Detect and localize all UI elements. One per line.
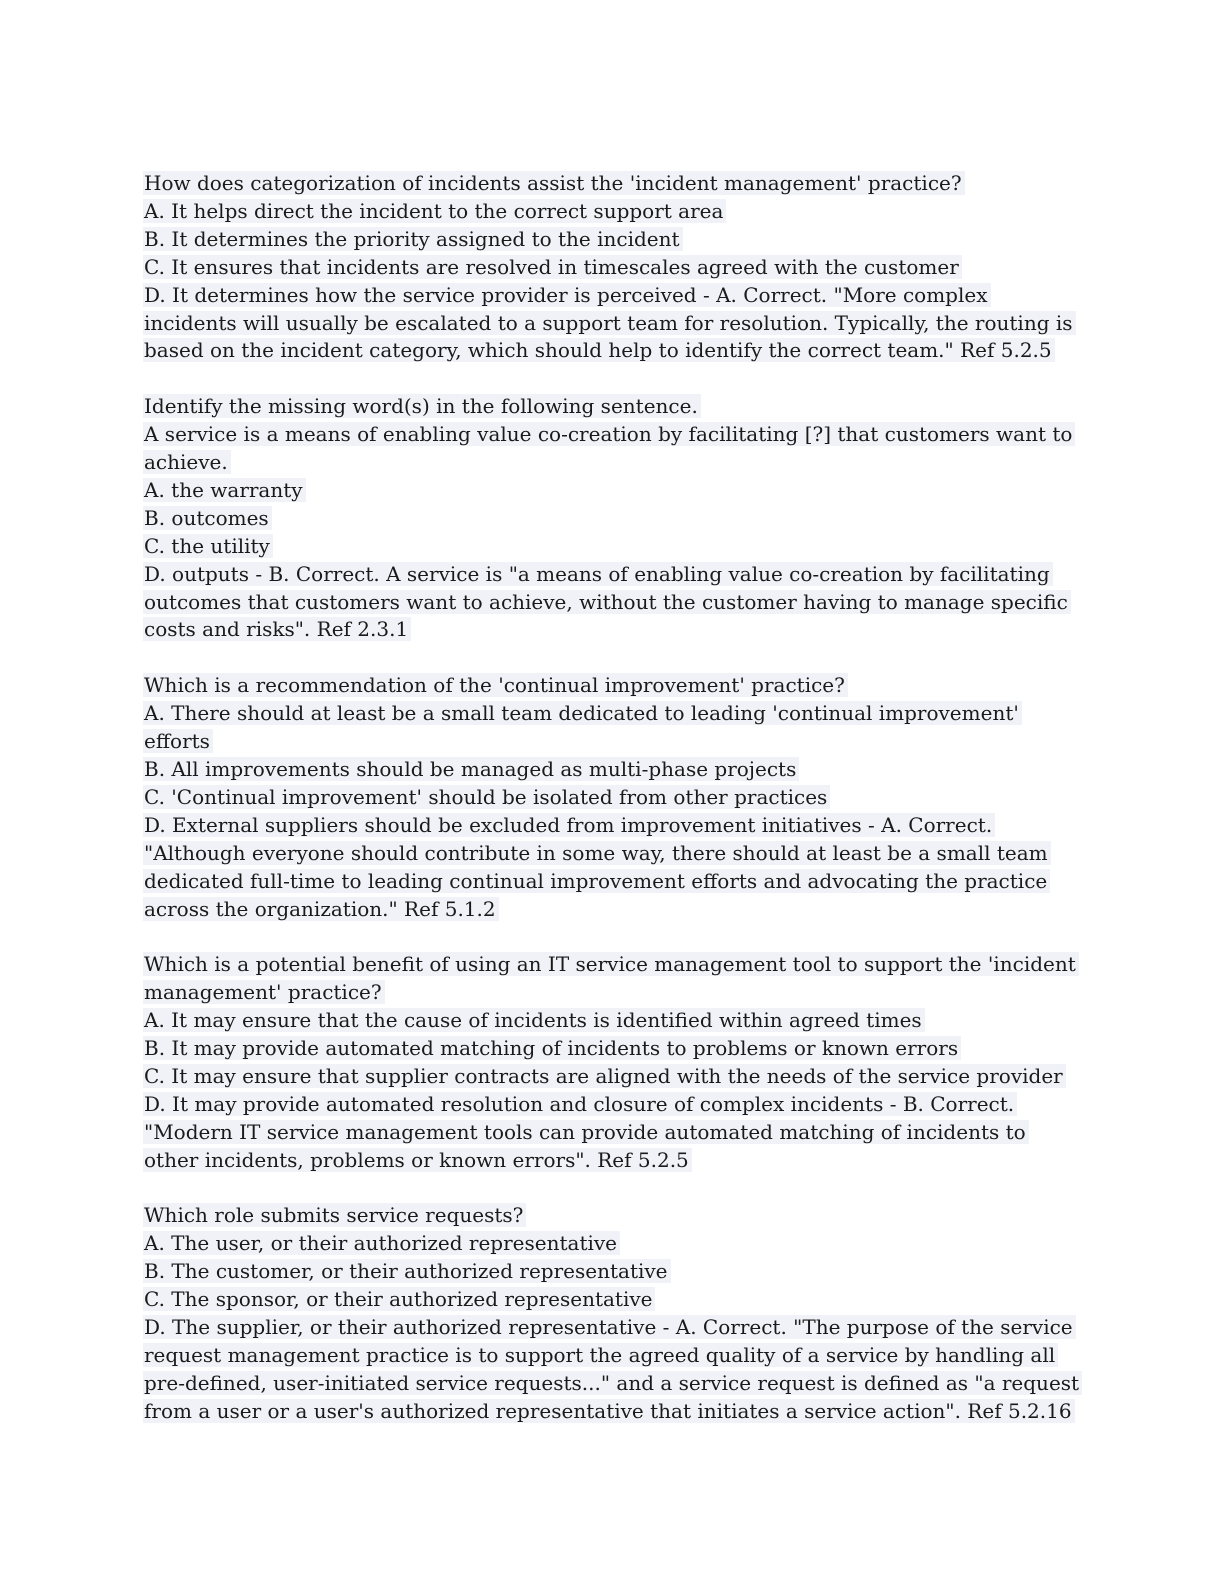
- answer-option-d: [143, 1091, 1083, 1119]
- text-line: D. It determines how the service provider is perceived - A. Correct. "More complex: [143, 283, 991, 307]
- text-line: request management practice is to support the agreed quality of a service by handling all: [143, 1343, 1058, 1367]
- text-line: Which is a potential benefit of using an IT service management tool to support the 'incident: [143, 952, 1079, 976]
- question-block-5: [143, 1202, 1083, 1425]
- question-block-2: [143, 393, 1083, 644]
- answer-option-a: [143, 728, 1083, 756]
- question-text: [143, 672, 1083, 700]
- explanation-line: [143, 1147, 1083, 1175]
- text-line: incidents will usually be escalated to a support team for resolution. Typically, the routing is: [143, 311, 1076, 335]
- text-line: based on the incident category, which should help to identify the correct team." Ref 5.2.5: [143, 338, 1055, 362]
- question-text: [143, 170, 1083, 198]
- answer-option-c: [143, 1063, 1083, 1091]
- answer-option-d: [143, 561, 1083, 589]
- explanation-line: [143, 840, 1083, 868]
- text-line: across the organization." Ref 5.1.2: [143, 897, 499, 921]
- text-line: D. The supplier, or their authorized representative - A. Correct. "The purpose of the service: [143, 1315, 1076, 1339]
- explanation-line: [143, 310, 1083, 338]
- answer-option-c: [143, 533, 1083, 561]
- answer-option-b: [143, 505, 1083, 533]
- text-line: C. 'Continual improvement' should be isolated from other practices: [143, 785, 830, 809]
- explanation-line: [143, 1119, 1083, 1147]
- explanation-line: [143, 337, 1083, 365]
- answer-option-a: [143, 1230, 1083, 1258]
- text-line: A. It may ensure that the cause of incidents is identified within agreed times: [143, 1008, 925, 1032]
- text-line: A. It helps direct the incident to the correct support area: [143, 199, 726, 223]
- text-line: "Modern IT service management tools can provide automated matching of incidents to: [143, 1120, 1029, 1144]
- text-line: achieve.: [143, 450, 231, 474]
- text-line: dedicated full-time to leading continual improvement efforts and advocating the practice: [143, 869, 1050, 893]
- question-text: [143, 951, 1083, 979]
- answer-option-a: [143, 477, 1083, 505]
- text-line: A. the warranty: [143, 478, 306, 502]
- text-line: Identify the missing word(s) in the following sentence.: [143, 394, 701, 418]
- text-line: A. There should at least be a small team dedicated to leading 'continual improvement': [143, 701, 1022, 725]
- question-block-4: [143, 951, 1083, 1174]
- answer-option-d: [143, 1314, 1083, 1342]
- text-line: other incidents, problems or known errors". Ref 5.2.5: [143, 1148, 692, 1172]
- answer-option-a: [143, 700, 1083, 728]
- document-content: [143, 170, 1083, 1454]
- text-line: from a user or a user's authorized representative that initiates a service action". Ref 5.2.16: [143, 1399, 1075, 1423]
- question-text: [143, 449, 1083, 477]
- text-line: Which is a recommendation of the 'continual improvement' practice?: [143, 673, 848, 697]
- answer-option-a: [143, 1007, 1083, 1035]
- text-line: outcomes that customers want to achieve, without the customer having to manage specific: [143, 590, 1071, 614]
- text-line: C. It may ensure that supplier contracts are aligned with the needs of the service provider: [143, 1064, 1066, 1088]
- text-line: costs and risks". Ref 2.3.1: [143, 617, 411, 641]
- text-line: A service is a means of enabling value co-creation by facilitating [?] that customers want to: [143, 422, 1075, 446]
- answer-option-c: [143, 784, 1083, 812]
- explanation-line: [143, 616, 1083, 644]
- answer-option-b: [143, 1258, 1083, 1286]
- answer-option-a: [143, 198, 1083, 226]
- text-line: How does categorization of incidents assist the 'incident management' practice?: [143, 171, 965, 195]
- text-line: C. the utility: [143, 534, 273, 558]
- explanation-line: [143, 896, 1083, 924]
- explanation-line: [143, 1398, 1083, 1426]
- question-text: [143, 393, 1083, 421]
- text-line: B. It may provide automated matching of incidents to problems or known errors: [143, 1036, 961, 1060]
- answer-option-b: [143, 1035, 1083, 1063]
- question-block-3: [143, 672, 1083, 923]
- answer-option-b: [143, 226, 1083, 254]
- text-line: B. The customer, or their authorized representative: [143, 1259, 671, 1283]
- text-line: A. The user, or their authorized representative: [143, 1231, 620, 1255]
- text-line: B. All improvements should be managed as multi-phase projects: [143, 757, 799, 781]
- explanation-line: [143, 589, 1083, 617]
- text-line: Which role submits service requests?: [143, 1203, 526, 1227]
- text-line: management' practice?: [143, 980, 385, 1004]
- answer-option-c: [143, 1286, 1083, 1314]
- text-line: "Although everyone should contribute in some way, there should at least be a small team: [143, 841, 1051, 865]
- explanation-line: [143, 1370, 1083, 1398]
- explanation-line: [143, 1342, 1083, 1370]
- question-block-1: [143, 170, 1083, 365]
- text-line: B. outcomes: [143, 506, 272, 530]
- explanation-line: [143, 868, 1083, 896]
- answer-option-c: [143, 254, 1083, 282]
- text-line: D. It may provide automated resolution and closure of complex incidents - B. Correct.: [143, 1092, 1017, 1116]
- text-line: pre-defined, user-initiated service requests..." and a service request is defined as "a request: [143, 1371, 1082, 1395]
- question-text: [143, 1202, 1083, 1230]
- question-text: [143, 979, 1083, 1007]
- text-line: B. It determines the priority assigned to the incident: [143, 227, 683, 251]
- answer-option-b: [143, 756, 1083, 784]
- text-line: efforts: [143, 729, 213, 753]
- text-line: C. It ensures that incidents are resolved in timescales agreed with the customer: [143, 255, 962, 279]
- answer-option-d: [143, 282, 1083, 310]
- question-text: [143, 421, 1083, 449]
- text-line: D. External suppliers should be excluded from improvement initiatives - A. Correct.: [143, 813, 995, 837]
- answer-option-d: [143, 812, 1083, 840]
- text-line: C. The sponsor, or their authorized representative: [143, 1287, 655, 1311]
- text-line: D. outputs - B. Correct. A service is "a means of enabling value co-creation by facilitating: [143, 562, 1053, 586]
